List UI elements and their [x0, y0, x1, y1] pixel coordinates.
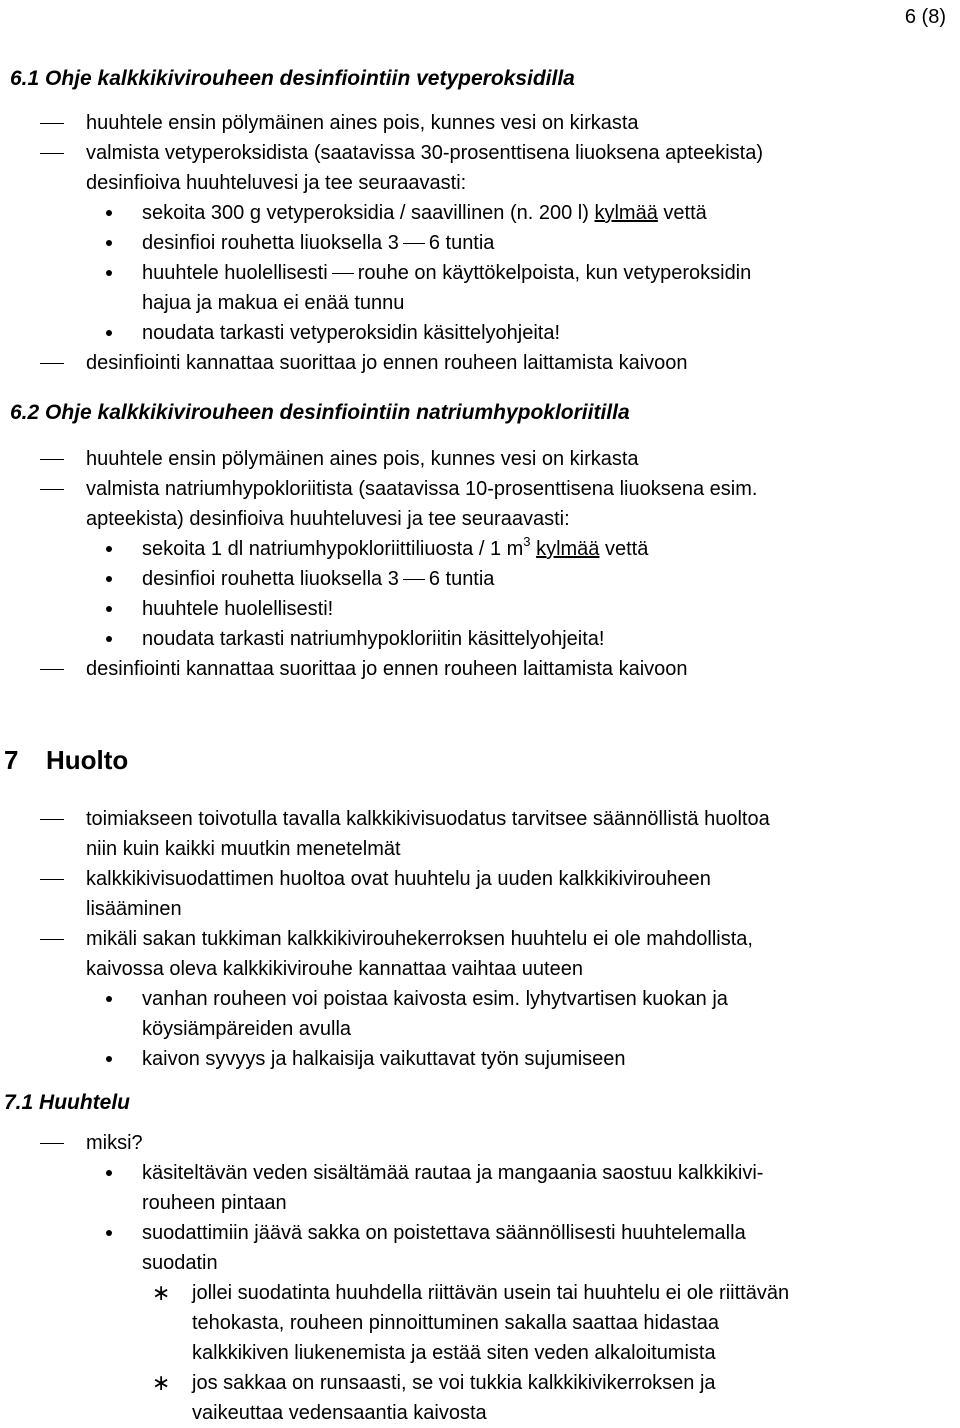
item-text: valmista vetyperoksidista (saatavissa 30-prosenttisena liuoksena apteekista): [86, 142, 764, 164]
asterisk-icon: ∗: [152, 1370, 171, 1395]
list-item: [0, 864, 960, 924]
item-text: kaivon syvyys ja halkaisija vaikuttavat työn sujumiseen: [142, 1048, 626, 1070]
list-item: [0, 804, 960, 864]
item-text: huuhtele huolellisesti: [142, 262, 328, 284]
list-item: [0, 564, 960, 594]
dash-glyph: [403, 243, 425, 244]
list-item: [0, 624, 960, 654]
dash-glyph: [403, 579, 425, 580]
item-text: vanhan rouheen voi poistaa kaivosta esim. lyhytvartisen kuokan ja: [142, 988, 728, 1010]
item-text: kalkkikivisuodattimen huoltoa ovat huuhtelu ja uuden kalkkikivirouheen: [86, 868, 711, 890]
item-text: 6 tuntia: [428, 568, 495, 590]
item-text: desinfioiva huuhteluvesi ja tee seuraavasti:: [86, 172, 467, 194]
item-text: rouheen pintaan: [142, 1192, 287, 1214]
item-text: vettä: [599, 538, 649, 560]
list-item: [0, 924, 960, 984]
item-text: noudata tarkasti vetyperoksidin käsittelyohjeita!: [142, 322, 561, 344]
asterisk-icon: ∗: [152, 1280, 171, 1305]
item-text: desinfioi rouhetta liuoksella 3: [142, 232, 399, 254]
list-item: [0, 348, 960, 378]
list-item: [0, 1128, 960, 1158]
item-text: noudata tarkasti natriumhypokloriitin käsittelyohjeita!: [142, 628, 605, 650]
item-text: niin kuin kaikki muutkin menetelmät: [86, 838, 401, 860]
item-text: köysiämpäreiden avulla: [142, 1018, 352, 1040]
item-text: hajua ja makua ei enää tunnu: [142, 292, 405, 314]
item-text: apteekista) desinfioiva huuhteluvesi ja tee seuraavasti:: [86, 508, 570, 530]
item-text: miksi?: [86, 1132, 143, 1154]
section-7: [0, 742, 960, 1074]
section-7-1: [0, 1088, 960, 1428]
item-text: jos sakkaa on runsaasti, se voi tukkia kalkkikivikerroksen ja: [192, 1372, 716, 1394]
section-6-1: [0, 64, 960, 378]
item-text: vaikeuttaa vedensaantia kaivosta: [192, 1402, 487, 1424]
item-text: sekoita 300 g vetyperoksidia / saavillinen (n. 200 l): [142, 202, 595, 224]
list-item: [0, 1158, 960, 1218]
list-item: [0, 228, 960, 258]
item-text: sekoita 1 dl natriumhypokloriittiliuosta / 1 m: [142, 538, 524, 560]
page-number: 6 (8): [904, 6, 946, 28]
list-item: [0, 318, 960, 348]
item-text: tehokasta, rouheen pinnoittuminen sakalla saattaa hidastaa: [192, 1312, 720, 1334]
item-text: toimiakseen toivotulla tavalla kalkkikivisuodatus tarvitsee säännöllistä huoltoa: [86, 808, 770, 830]
item-text: 6 tuntia: [428, 232, 495, 254]
underlined-text: kylmää: [594, 202, 658, 224]
list-item: [0, 1218, 960, 1278]
list-item: [0, 984, 960, 1044]
item-text: mikäli sakan tukkiman kalkkikivirouhekerroksen huuhtelu ei ole mahdollista,: [86, 928, 753, 950]
item-text: huuhtele ensin pölymäinen aines pois, kunnes vesi on kirkasta: [86, 112, 639, 134]
item-text: rouhe on käyttökelpoista, kun vetyperoksidin: [357, 262, 752, 284]
item-text: vettä: [657, 202, 707, 224]
item-text: kaivossa oleva kalkkikivirouhe kannattaa vaihtaa uuteen: [86, 958, 583, 980]
item-text: desinfiointi kannattaa suorittaa jo ennen rouheen laittamista kaivoon: [86, 658, 688, 680]
item-text: kalkkikiven liukenemista ja estää siten veden alkaloitumista: [192, 1342, 716, 1364]
list-item: [0, 1368, 960, 1428]
list-item: [0, 534, 960, 564]
underlined-text: kylmää: [536, 538, 600, 560]
list-item: [0, 258, 960, 318]
item-text: suodattimiin jäävä sakka on poistettava säännöllisesti huuhtelemalla: [142, 1222, 746, 1244]
section-6-1-heading: 6.1 Ohje kalkkikivirouheen desinfiointiin vetyperoksidilla: [10, 67, 575, 90]
superscript: 3: [523, 534, 531, 549]
dash-glyph: [332, 273, 354, 274]
list-item: [0, 594, 960, 624]
item-text: valmista natriumhypokloriitista (saatavissa 10-prosenttisena liuoksena esim.: [86, 478, 758, 500]
section-6-2: [0, 398, 960, 684]
list-item: [0, 654, 960, 684]
list-item: [0, 138, 960, 198]
item-text: huuhtele huolellisesti!: [142, 598, 334, 620]
item-text: huuhtele ensin pölymäinen aines pois, kunnes vesi on kirkasta: [86, 448, 639, 470]
list-item: [0, 444, 960, 474]
item-text: suodatin: [142, 1252, 218, 1274]
section-title: Huolto: [46, 745, 129, 775]
list-item: [0, 198, 960, 228]
item-text: desinfioi rouhetta liuoksella 3: [142, 568, 399, 590]
item-text: jollei suodatinta huuhdella riittävän usein tai huuhtelu ei ole riittävän: [192, 1282, 790, 1304]
section-7-1-heading: 7.1 Huuhtelu: [4, 1091, 131, 1114]
item-text: lisääminen: [86, 898, 182, 920]
section-7-heading: [4, 742, 960, 778]
section-6-2-heading: 6.2 Ohje kalkkikivirouheen desinfiointiin natriumhypokloriitilla: [10, 401, 630, 424]
item-text: käsiteltävän veden sisältämää rautaa ja mangaania saostuu kalkkikivi-: [142, 1162, 764, 1184]
list-item: [0, 474, 960, 534]
list-item: [0, 108, 960, 138]
list-item: [0, 1044, 960, 1074]
list-item: [0, 1278, 960, 1368]
item-text: desinfiointi kannattaa suorittaa jo ennen rouheen laittamista kaivoon: [86, 352, 688, 374]
section-number: 7: [4, 745, 19, 775]
